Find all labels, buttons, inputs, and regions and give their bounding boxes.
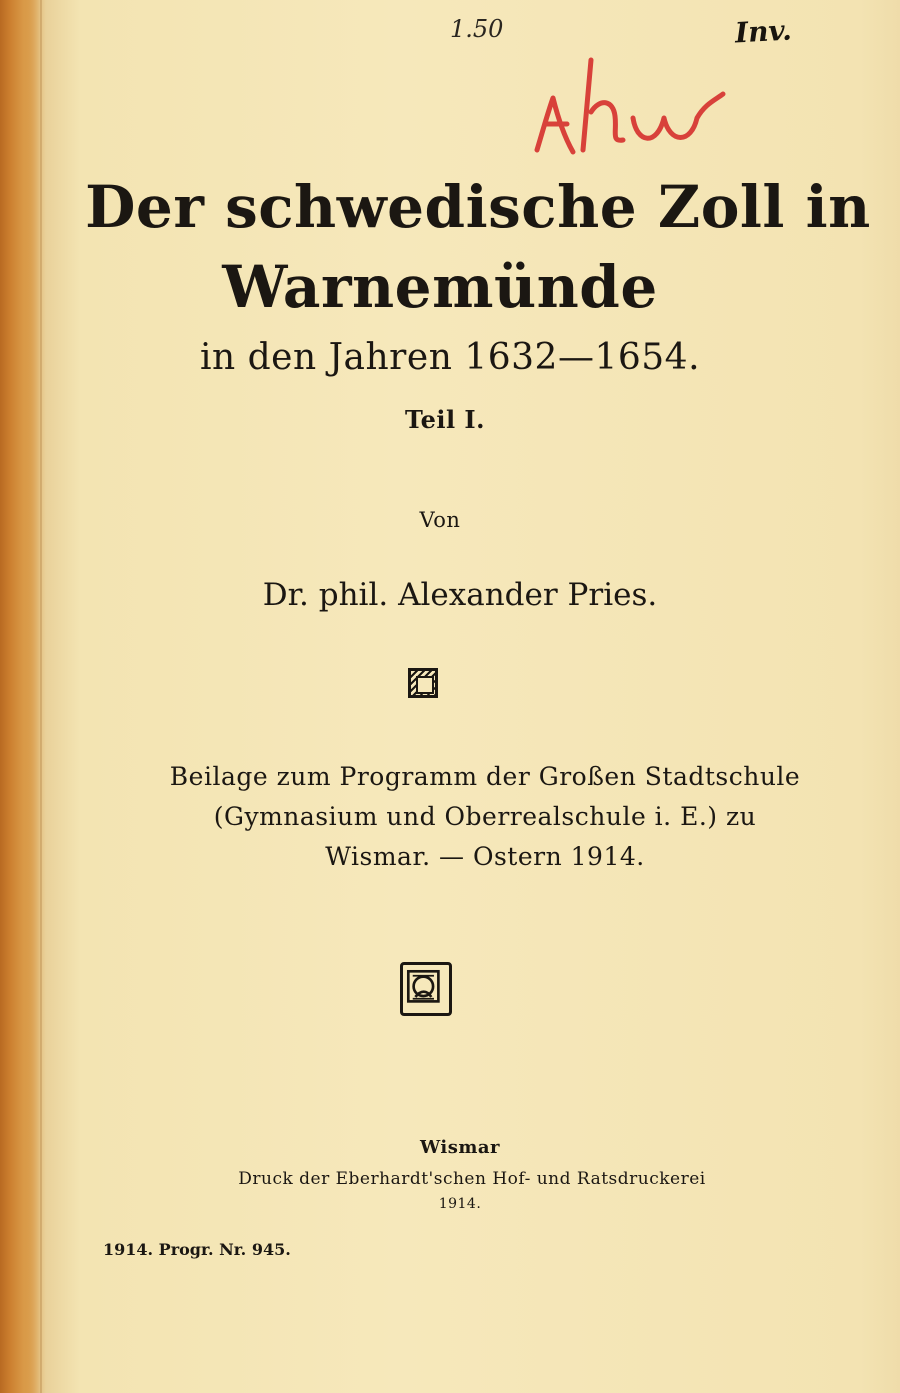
document-title-line-1: Der schwedische Zoll in xyxy=(85,173,871,241)
red-pencil-signature xyxy=(525,40,735,170)
supplement-line-3: Wismar. — Ostern 1914. xyxy=(325,842,645,871)
pencil-annotation-top: 1.50 xyxy=(450,15,504,43)
supplement-line-1: Beilage zum Programm der Großen Stadtschule xyxy=(169,762,801,791)
pencil-annotation-right: Inv. xyxy=(734,13,793,50)
imprint-year: 1914. xyxy=(438,1196,482,1212)
supplement-line-2: (Gymnasium und Oberrealschule i. E.) zu xyxy=(213,802,757,831)
program-number: 1914. Progr. Nr. 945. xyxy=(103,1240,291,1259)
imprint-printer: Druck der Eberhardt'schen Hof- und Ratsdruckerei xyxy=(238,1169,706,1189)
ornament-inner-square xyxy=(416,676,434,694)
document-title-line-2: Warnemünde xyxy=(222,253,658,321)
byline-label: Von xyxy=(419,508,461,532)
document-subtitle: in den Jahren 1632—1654. xyxy=(199,337,701,378)
author-name: Dr. phil. Alexander Pries. xyxy=(262,577,658,613)
printer-emblem xyxy=(400,962,452,1016)
program-supplement-note xyxy=(35,757,900,877)
imprint-city: Wismar xyxy=(419,1137,501,1158)
document-part: Teil I. xyxy=(404,405,486,434)
typographic-ornament-small xyxy=(408,668,438,698)
